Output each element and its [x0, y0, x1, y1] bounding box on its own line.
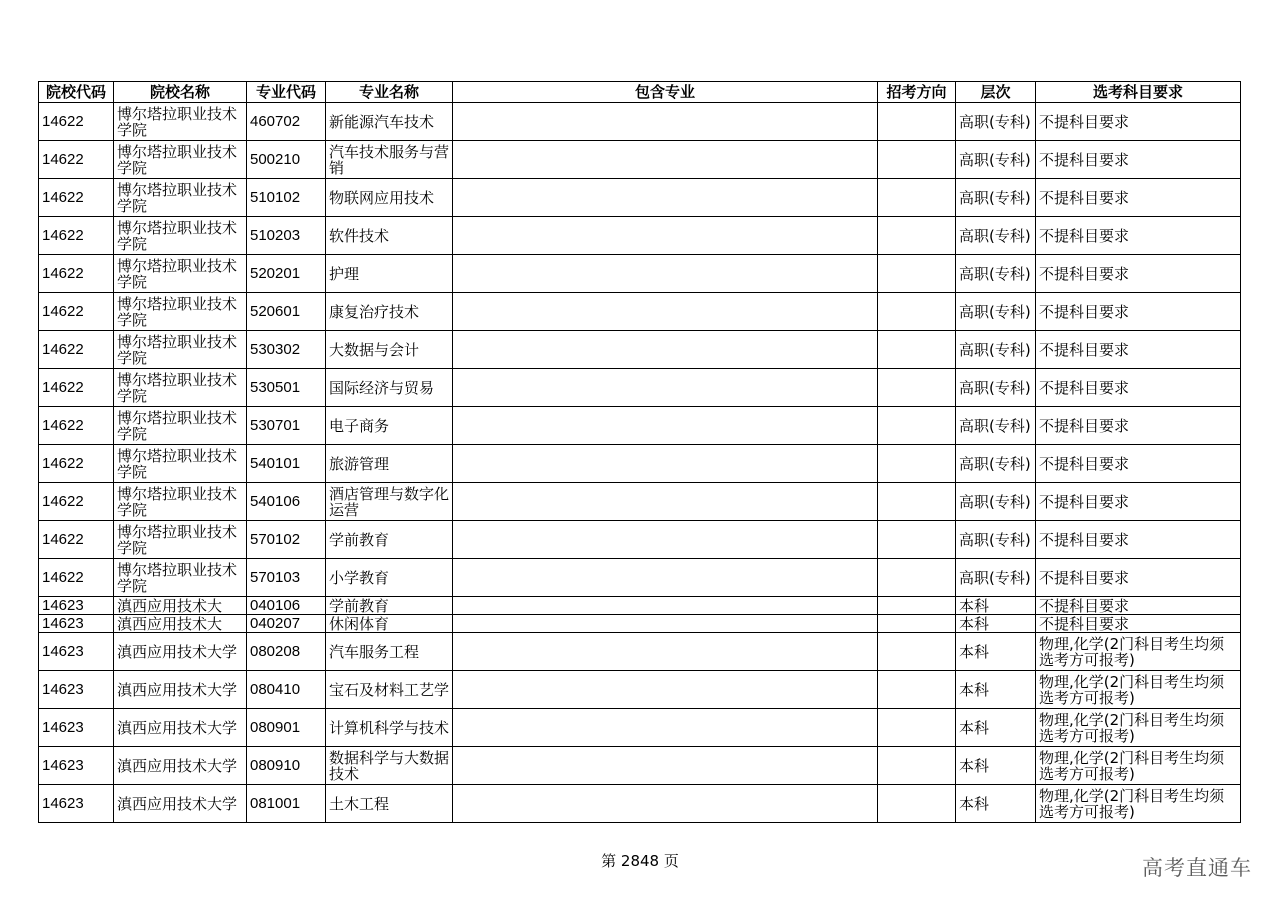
- level-cell: 高职(专科): [956, 255, 1036, 293]
- level-cell: 本科: [956, 615, 1036, 633]
- school-name-cell: 博尔塔拉职业技术学院: [114, 445, 247, 483]
- major-code-cell: 520601: [247, 293, 326, 331]
- major-code-cell: 040106: [247, 597, 326, 615]
- included-majors-cell: [453, 521, 878, 559]
- level-cell: 本科: [956, 785, 1036, 823]
- major-name-cell: 土木工程: [326, 785, 453, 823]
- table-row: [39, 217, 1241, 255]
- school-name-cell: 博尔塔拉职业技术学院: [114, 369, 247, 407]
- included-majors-cell: [453, 293, 878, 331]
- direction-cell: [878, 559, 956, 597]
- table-row: [39, 141, 1241, 179]
- table-row: [39, 615, 1241, 633]
- table-row: [39, 103, 1241, 141]
- table-row: [39, 785, 1241, 823]
- level-cell: 高职(专科): [956, 521, 1036, 559]
- major-name-cell: 汽车技术服务与营销: [326, 141, 453, 179]
- major-code-cell: 530302: [247, 331, 326, 369]
- school-name-cell: 滇西应用技术大学: [114, 709, 247, 747]
- major-code-cell: 080410: [247, 671, 326, 709]
- major-code-cell: 530501: [247, 369, 326, 407]
- direction-cell: [878, 217, 956, 255]
- subject-requirement-cell: 不提科目要求: [1036, 217, 1241, 255]
- subject-requirement-cell: 不提科目要求: [1036, 179, 1241, 217]
- subject-requirement-cell: 不提科目要求: [1036, 255, 1241, 293]
- header-included-majors: 包含专业: [453, 82, 878, 103]
- major-name-cell: 学前教育: [326, 597, 453, 615]
- major-name-cell: 物联网应用技术: [326, 179, 453, 217]
- direction-cell: [878, 179, 956, 217]
- major-name-cell: 酒店管理与数字化运营: [326, 483, 453, 521]
- school-code-cell: 14623: [39, 597, 114, 615]
- school-name-cell: 滇西应用技术大学: [114, 747, 247, 785]
- subject-requirement-cell: 物理,化学(2门科目考生均须选考方可报考): [1036, 747, 1241, 785]
- included-majors-cell: [453, 369, 878, 407]
- direction-cell: [878, 255, 956, 293]
- table-row: [39, 255, 1241, 293]
- major-name-cell: 宝石及材料工艺学: [326, 671, 453, 709]
- major-name-cell: 数据科学与大数据技术: [326, 747, 453, 785]
- level-cell: 高职(专科): [956, 179, 1036, 217]
- school-name-cell: 博尔塔拉职业技术学院: [114, 217, 247, 255]
- major-name-cell: 电子商务: [326, 407, 453, 445]
- direction-cell: [878, 331, 956, 369]
- major-code-cell: 040207: [247, 615, 326, 633]
- school-code-cell: 14622: [39, 217, 114, 255]
- school-code-cell: 14622: [39, 255, 114, 293]
- school-name-cell: 博尔塔拉职业技术学院: [114, 179, 247, 217]
- subject-requirement-cell: 不提科目要求: [1036, 521, 1241, 559]
- included-majors-cell: [453, 103, 878, 141]
- direction-cell: [878, 615, 956, 633]
- major-name-cell: 旅游管理: [326, 445, 453, 483]
- subject-requirement-cell: 不提科目要求: [1036, 103, 1241, 141]
- major-code-cell: 500210: [247, 141, 326, 179]
- school-name-cell: 滇西应用技术大学: [114, 671, 247, 709]
- school-name-cell: 滇西应用技术大学: [114, 785, 247, 823]
- table-row: [39, 671, 1241, 709]
- header-major-name: 专业名称: [326, 82, 453, 103]
- level-cell: 高职(专科): [956, 331, 1036, 369]
- school-name-cell: 博尔塔拉职业技术学院: [114, 103, 247, 141]
- school-code-cell: 14622: [39, 521, 114, 559]
- included-majors-cell: [453, 615, 878, 633]
- subject-requirement-cell: 不提科目要求: [1036, 445, 1241, 483]
- direction-cell: [878, 141, 956, 179]
- school-code-cell: 14622: [39, 445, 114, 483]
- direction-cell: [878, 521, 956, 559]
- direction-cell: [878, 747, 956, 785]
- level-cell: 高职(专科): [956, 445, 1036, 483]
- level-cell: 高职(专科): [956, 103, 1036, 141]
- table-row: [39, 747, 1241, 785]
- header-direction: 招考方向: [878, 82, 956, 103]
- included-majors-cell: [453, 445, 878, 483]
- school-code-cell: 14623: [39, 633, 114, 671]
- subject-requirement-cell: 不提科目要求: [1036, 615, 1241, 633]
- direction-cell: [878, 597, 956, 615]
- major-code-cell: 510102: [247, 179, 326, 217]
- subject-requirement-cell: 不提科目要求: [1036, 483, 1241, 521]
- major-name-cell: 护理: [326, 255, 453, 293]
- majors-table: [38, 81, 1241, 823]
- major-code-cell: 080208: [247, 633, 326, 671]
- school-name-cell: 博尔塔拉职业技术学院: [114, 141, 247, 179]
- table-row: [39, 709, 1241, 747]
- school-code-cell: 14622: [39, 331, 114, 369]
- school-name-cell: 滇西应用技术大: [114, 615, 247, 633]
- major-name-cell: 国际经济与贸易: [326, 369, 453, 407]
- school-name-cell: 博尔塔拉职业技术学院: [114, 521, 247, 559]
- school-name-cell: 博尔塔拉职业技术学院: [114, 255, 247, 293]
- header-school-name: 院校名称: [114, 82, 247, 103]
- major-name-cell: 小学教育: [326, 559, 453, 597]
- included-majors-cell: [453, 747, 878, 785]
- school-name-cell: 博尔塔拉职业技术学院: [114, 407, 247, 445]
- table-row: [39, 483, 1241, 521]
- table-row: [39, 331, 1241, 369]
- major-code-cell: 080910: [247, 747, 326, 785]
- school-code-cell: 14622: [39, 103, 114, 141]
- school-name-cell: 博尔塔拉职业技术学院: [114, 293, 247, 331]
- major-name-cell: 休闲体育: [326, 615, 453, 633]
- level-cell: 本科: [956, 633, 1036, 671]
- table-row: [39, 521, 1241, 559]
- direction-cell: [878, 709, 956, 747]
- level-cell: 高职(专科): [956, 407, 1036, 445]
- level-cell: 本科: [956, 709, 1036, 747]
- subject-requirement-cell: 不提科目要求: [1036, 407, 1241, 445]
- level-cell: 高职(专科): [956, 369, 1036, 407]
- school-code-cell: 14623: [39, 671, 114, 709]
- level-cell: 高职(专科): [956, 559, 1036, 597]
- major-name-cell: 大数据与会计: [326, 331, 453, 369]
- header-major-code: 专业代码: [247, 82, 326, 103]
- school-code-cell: 14622: [39, 407, 114, 445]
- subject-requirement-cell: 物理,化学(2门科目考生均须选考方可报考): [1036, 785, 1241, 823]
- school-code-cell: 14622: [39, 293, 114, 331]
- school-name-cell: 滇西应用技术大学: [114, 633, 247, 671]
- major-name-cell: 康复治疗技术: [326, 293, 453, 331]
- school-name-cell: 博尔塔拉职业技术学院: [114, 483, 247, 521]
- direction-cell: [878, 671, 956, 709]
- major-code-cell: 080901: [247, 709, 326, 747]
- major-name-cell: 学前教育: [326, 521, 453, 559]
- subject-requirement-cell: 不提科目要求: [1036, 559, 1241, 597]
- included-majors-cell: [453, 559, 878, 597]
- direction-cell: [878, 103, 956, 141]
- major-name-cell: 软件技术: [326, 217, 453, 255]
- school-code-cell: 14622: [39, 369, 114, 407]
- school-code-cell: 14623: [39, 709, 114, 747]
- school-name-cell: 滇西应用技术大: [114, 597, 247, 615]
- table-row: [39, 633, 1241, 671]
- direction-cell: [878, 633, 956, 671]
- level-cell: 高职(专科): [956, 217, 1036, 255]
- table-row: [39, 597, 1241, 615]
- watermark-text: 高考直通车: [1142, 856, 1252, 880]
- direction-cell: [878, 293, 956, 331]
- subject-requirement-cell: 不提科目要求: [1036, 141, 1241, 179]
- included-majors-cell: [453, 709, 878, 747]
- level-cell: 本科: [956, 747, 1036, 785]
- table-row: [39, 179, 1241, 217]
- included-majors-cell: [453, 483, 878, 521]
- major-code-cell: 460702: [247, 103, 326, 141]
- header-school-code: 院校代码: [39, 82, 114, 103]
- header-subject-requirement: 选考科目要求: [1036, 82, 1241, 103]
- level-cell: 本科: [956, 597, 1036, 615]
- direction-cell: [878, 785, 956, 823]
- included-majors-cell: [453, 671, 878, 709]
- direction-cell: [878, 483, 956, 521]
- level-cell: 高职(专科): [956, 141, 1036, 179]
- school-code-cell: 14622: [39, 141, 114, 179]
- included-majors-cell: [453, 331, 878, 369]
- major-name-cell: 新能源汽车技术: [326, 103, 453, 141]
- direction-cell: [878, 369, 956, 407]
- major-code-cell: 540101: [247, 445, 326, 483]
- major-code-cell: 570102: [247, 521, 326, 559]
- header-row: [39, 82, 1241, 103]
- school-code-cell: 14623: [39, 747, 114, 785]
- major-code-cell: 540106: [247, 483, 326, 521]
- included-majors-cell: [453, 407, 878, 445]
- subject-requirement-cell: 不提科目要求: [1036, 369, 1241, 407]
- table-row: [39, 293, 1241, 331]
- level-cell: 高职(专科): [956, 293, 1036, 331]
- major-code-cell: 530701: [247, 407, 326, 445]
- subject-requirement-cell: 不提科目要求: [1036, 331, 1241, 369]
- level-cell: 本科: [956, 671, 1036, 709]
- header-level: 层次: [956, 82, 1036, 103]
- major-code-cell: 570103: [247, 559, 326, 597]
- included-majors-cell: [453, 597, 878, 615]
- subject-requirement-cell: 物理,化学(2门科目考生均须选考方可报考): [1036, 709, 1241, 747]
- major-name-cell: 计算机科学与技术: [326, 709, 453, 747]
- included-majors-cell: [453, 633, 878, 671]
- included-majors-cell: [453, 141, 878, 179]
- included-majors-cell: [453, 179, 878, 217]
- included-majors-cell: [453, 785, 878, 823]
- subject-requirement-cell: 不提科目要求: [1036, 597, 1241, 615]
- school-code-cell: 14623: [39, 785, 114, 823]
- direction-cell: [878, 407, 956, 445]
- direction-cell: [878, 445, 956, 483]
- school-code-cell: 14622: [39, 179, 114, 217]
- level-cell: 高职(专科): [956, 483, 1036, 521]
- table-row: [39, 445, 1241, 483]
- subject-requirement-cell: 物理,化学(2门科目考生均须选考方可报考): [1036, 633, 1241, 671]
- major-code-cell: 081001: [247, 785, 326, 823]
- school-code-cell: 14622: [39, 483, 114, 521]
- school-code-cell: 14623: [39, 615, 114, 633]
- table-row: [39, 407, 1241, 445]
- included-majors-cell: [453, 217, 878, 255]
- school-name-cell: 博尔塔拉职业技术学院: [114, 331, 247, 369]
- table-row: [39, 369, 1241, 407]
- page-number: 第 2848 页: [601, 852, 679, 870]
- table-row: [39, 559, 1241, 597]
- major-code-cell: 510203: [247, 217, 326, 255]
- school-code-cell: 14622: [39, 559, 114, 597]
- major-name-cell: 汽车服务工程: [326, 633, 453, 671]
- subject-requirement-cell: 不提科目要求: [1036, 293, 1241, 331]
- major-code-cell: 520201: [247, 255, 326, 293]
- school-name-cell: 博尔塔拉职业技术学院: [114, 559, 247, 597]
- included-majors-cell: [453, 255, 878, 293]
- subject-requirement-cell: 物理,化学(2门科目考生均须选考方可报考): [1036, 671, 1241, 709]
